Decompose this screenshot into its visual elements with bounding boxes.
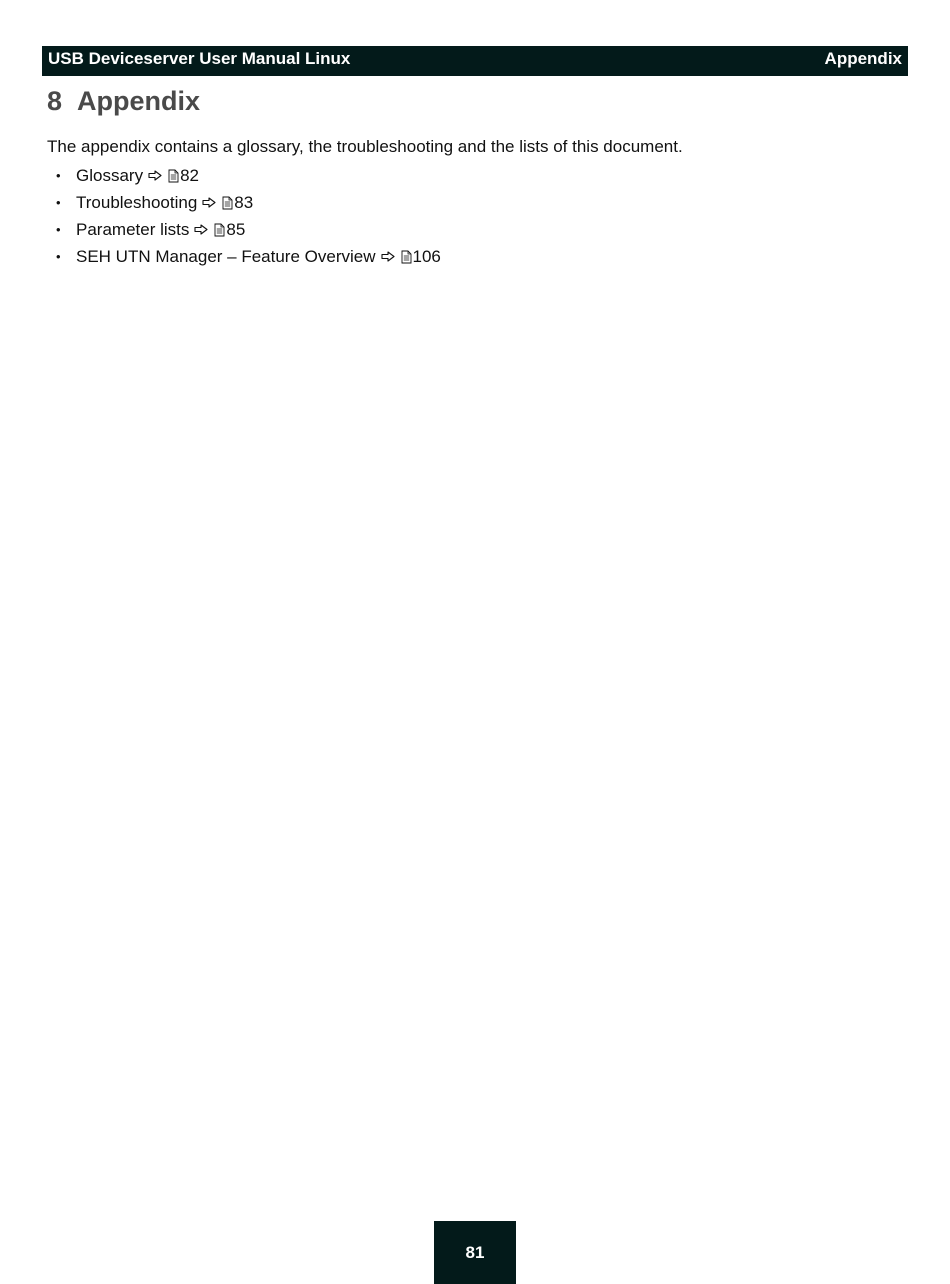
intro-paragraph: The appendix contains a glossary, the troubleshooting and the lists of this document.: [47, 137, 683, 156]
reference-item-troubleshooting[interactable]: [47, 189, 441, 216]
page-number-box: [434, 1221, 516, 1284]
reference-item-parameter-lists[interactable]: [47, 216, 441, 243]
bullet: •: [56, 168, 61, 183]
chapter-title: Appendix: [77, 86, 201, 116]
reference-label[interactable]: Parameter lists: [76, 219, 190, 239]
section-name: Appendix: [824, 49, 902, 68]
page-icon: [401, 250, 412, 264]
reference-label[interactable]: Troubleshooting: [76, 192, 198, 212]
reference-page-number[interactable]: 106: [412, 246, 441, 266]
bullet: •: [56, 249, 61, 264]
reference-item-feature-overview[interactable]: [47, 243, 441, 270]
page-header: [42, 46, 908, 76]
reference-label[interactable]: SEH UTN Manager – Feature Overview: [76, 246, 376, 266]
page-icon: [214, 223, 225, 237]
reference-list: [47, 162, 441, 270]
arrow-right-icon: [381, 251, 395, 262]
arrow-right-icon: [202, 197, 216, 208]
bullet: •: [56, 195, 61, 210]
bullet: •: [56, 222, 61, 237]
page-icon: [222, 196, 233, 210]
arrow-right-icon: [194, 224, 208, 235]
page-number: 81: [465, 1242, 485, 1262]
chapter-heading: [47, 86, 200, 117]
reference-page-number[interactable]: 85: [226, 219, 246, 239]
reference-page-number[interactable]: 82: [180, 165, 199, 185]
reference-page-number[interactable]: 83: [234, 192, 254, 212]
reference-label[interactable]: Glossary: [76, 165, 144, 185]
arrow-right-icon: [148, 170, 162, 181]
page-icon: [168, 169, 179, 183]
reference-item-glossary[interactable]: [47, 162, 441, 189]
chapter-number: 8: [47, 86, 63, 116]
manual-title: USB Deviceserver User Manual Linux: [48, 49, 351, 68]
